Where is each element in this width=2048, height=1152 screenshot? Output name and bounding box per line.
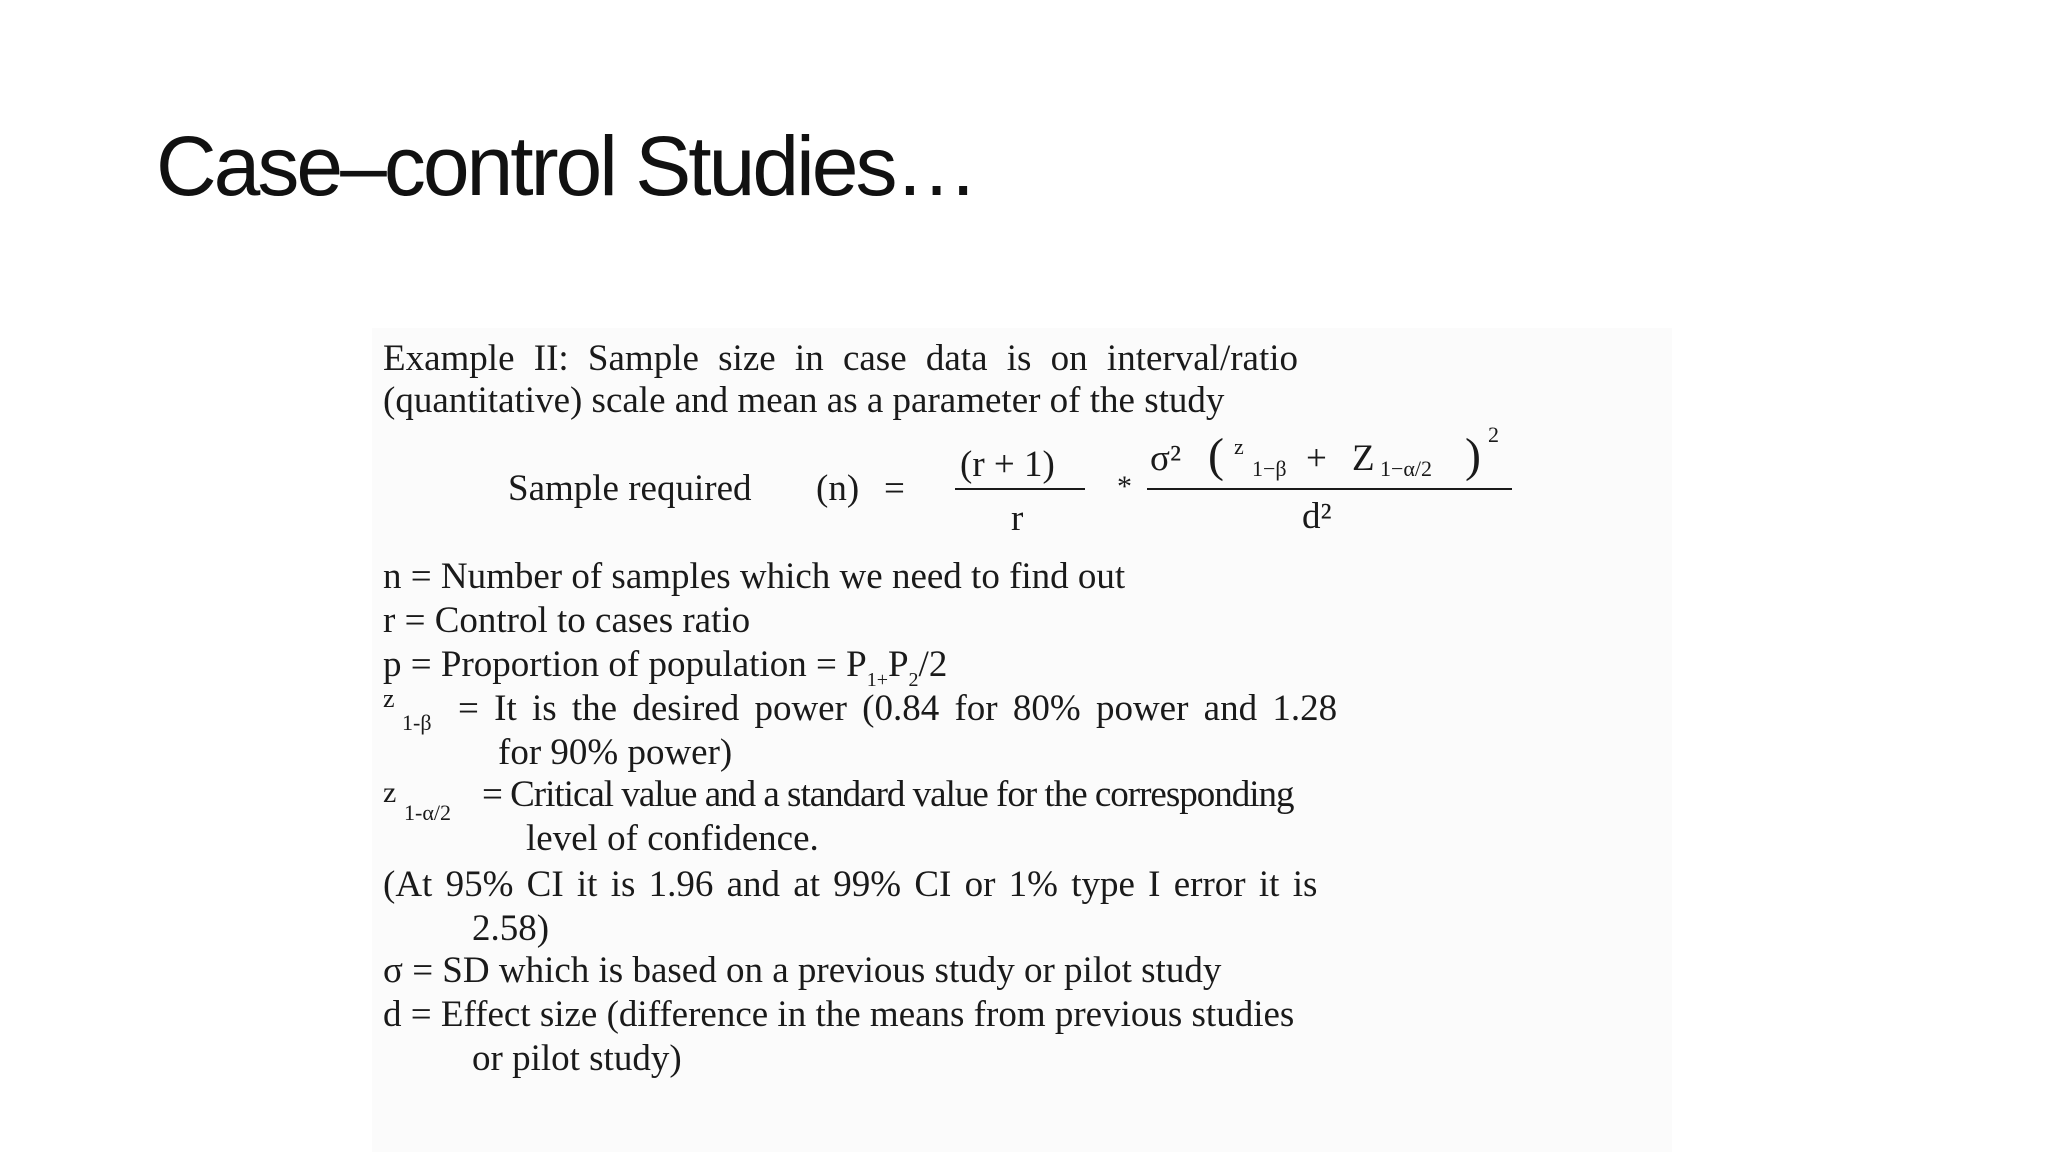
- ci-line-1: (At 95% CI it is 1.96 and at 99% CI or 1% type I error it is: [383, 864, 1318, 905]
- z-beta-line-1: = It is the desired power (0.84 for 80% power and 1.28: [458, 688, 1338, 729]
- alpha-subscript: 1−α/2: [1380, 456, 1433, 481]
- formula-label: Sample required: [508, 468, 752, 509]
- definition-d-line-1: d = Effect size (difference in the means from previous studies: [383, 994, 1295, 1035]
- beta-subscript: 1−β: [1252, 456, 1287, 481]
- definition-p-sub2: 2: [908, 669, 919, 691]
- z-capital: Z: [1352, 438, 1375, 479]
- definition-p-end: /2: [918, 644, 948, 685]
- fraction1-numerator: (r + 1): [960, 444, 1055, 485]
- formula-times: *: [1117, 470, 1132, 503]
- square-exponent: 2: [1488, 422, 1499, 447]
- example-line-2: (quantitative) scale and mean as a parameter of the study: [383, 380, 1225, 421]
- z-alpha-symbol: z: [383, 776, 397, 809]
- ci-line-2: 2.58): [472, 908, 550, 949]
- definition-sigma: σ = SD which is based on a previous study or pilot study: [383, 950, 1222, 991]
- z-small: z: [1234, 434, 1244, 459]
- formula-n: (n): [816, 468, 860, 509]
- definition-p-sub1: 1+: [866, 669, 888, 691]
- definition-d-line-2: or pilot study): [472, 1038, 682, 1079]
- slide-title: Case–control Studies…: [156, 119, 976, 213]
- sigma-squared: σ²: [1150, 438, 1182, 479]
- open-paren: (: [1208, 429, 1224, 482]
- z-beta-symbol: z: [383, 684, 395, 713]
- formula-plus: +: [1306, 438, 1327, 479]
- definition-n: n = Number of samples which we need to find out: [383, 556, 1126, 597]
- z-alpha-line-2: level of confidence.: [526, 818, 819, 859]
- definition-p-text: p = Proportion of population = P: [383, 644, 867, 685]
- fraction2-denominator: d²: [1302, 496, 1332, 537]
- definition-p-mid: P: [887, 644, 909, 685]
- z-alpha-subscript: 1-α/2: [404, 800, 451, 825]
- close-paren: ): [1465, 429, 1481, 482]
- z-beta-line-2: for 90% power): [498, 732, 733, 773]
- definition-p: [383, 644, 948, 691]
- fraction2-bar: [1147, 488, 1512, 490]
- z-beta-subscript: 1-β: [402, 710, 432, 735]
- z-alpha-line-1: = Critical value and a standard value for the corresponding: [482, 774, 1294, 815]
- example-line-1: Example II: Sample size in case data is on interval/ratio: [383, 338, 1299, 379]
- formula-equals: =: [884, 468, 905, 509]
- fraction1-denominator: r: [1011, 498, 1024, 539]
- definition-r: r = Control to cases ratio: [383, 600, 751, 641]
- fraction1-bar: [955, 488, 1085, 490]
